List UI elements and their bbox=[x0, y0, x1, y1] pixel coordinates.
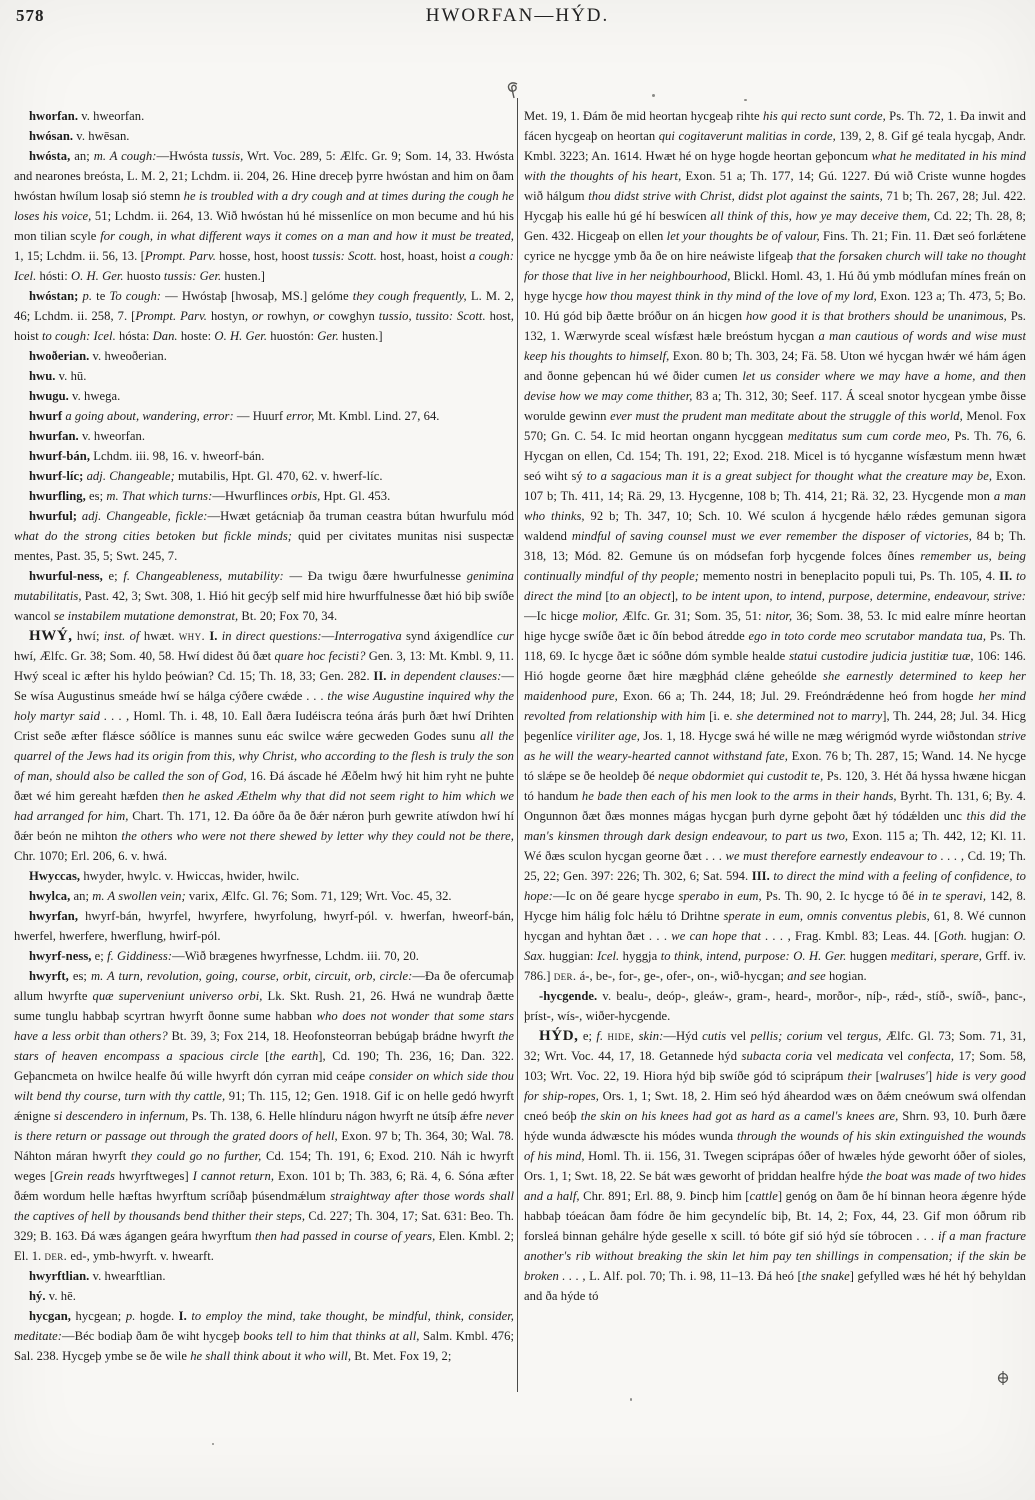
dictionary-entry: Hwyccas, hwyder, hwylc. v. Hwiccas, hwider, hwilc. bbox=[29, 869, 300, 883]
dictionary-entry: hwyrftlian. v. hwearftlian. bbox=[29, 1269, 166, 1283]
ink-speck bbox=[744, 99, 747, 101]
dictionary-entry: hwylca, an; m. A swollen vein; varix, Ælfc. Gl. 76; Som. 71, 129; Wrt. Voc. 45, 32. bbox=[29, 889, 452, 903]
dictionary-entry: hycgan, hycgean; p. hogde. I. to employ the mind, take thought, be mindful, think, consider, meditate:—Béc bodiaþ ðam ðe wiht hycgeþ books tell to him that thinks at all, Salm. Kmbl. 476; Sal. 238. Hycgeþ ymbe se ðe wile he shall think about it who will, Bt. Met. Fox 19, 2; bbox=[14, 1309, 514, 1363]
dictionary-entry: hwurful; adj. Changeable, fickle:—Hwæt getácniaþ ða truman ceastra bútan hwurfulu mód what do the strong cities betoken but fickle minds; quid per civitates munitas nisi suspectæ mentes, Past. 35, 5; Swt. 245, 7. bbox=[14, 509, 514, 563]
dictionary-entry: hwugu. v. hwega. bbox=[29, 389, 121, 403]
dictionary-entry: hworfan. v. hweorfan. bbox=[29, 109, 145, 123]
dictionary-entry: hwyrf-ness, e; f. Giddiness:—Wið brægenes hwyrfnesse, Lchdm. iii. 70, 20. bbox=[29, 949, 420, 963]
dictionary-entry: hwyrft, es; m. A turn, revolution, going, course, orbit, circuit, orb, circle:—Ða ðe ofercumaþ allum hwyrfte quæ superveniunt universo orbi, Lk. Skt. Rush. 21, 26. Hwá ne wundraþ ðætte sume tunglu habbaþ scyrtran hwyrft ðonne sume habban who does not wonder that some stars have a less orbit than others? Bt. 39, 3; Fox 214, 18. Heofonsteorran bebúgaþ brádne hwyrft the stars of heaven encompass a spacious circle [the earth], Cd. 190; Th. 236, 16; Dan. 322. Geþancmeta on hwilce healfe ðú wille hwyrft dón cyrran mid ceápe consider on which side thou wilt bend thy course, turn with thy cattle, 91; Th. 115, 12; Gen. 1918. Gif ic on helle gedó hwyrft ǽnigne si descendero in infernum, Ps. Th. 138, 6. Helle hlínduru nágon hwyrft ne útsíþ ǽfre never is there return or passage out through the grated doors of hell, Exon. 97 b; Th. 364, 30; Wal. 78. Náhton máran hwyrft they could go no further, Cd. 154; Th. 191, 6; Exod. 210. Náh ic hwyrft weges [Grein reads hwyrftweges] I cannot return, Exon. 101 b; Th. 383, 6; Rä. 4, 6. Sóna æfter ðǽm wordum helle hæftas hwyrftum scríðaþ þúsendmǽlum straightway after those words shall the captives of hell by thousands bend thither their steps, Cd. 227; Th. 304, 17; Sat. 631: Beo. Th. 329; B. 163. Ðá wæs ágangen geára hwyrftum then had passed in course of years, Elen. Kmbl. 2; El. 1. der. ed-, ymb-hwyrft. v. hwearft. bbox=[14, 969, 514, 1263]
dictionary-entry: HÝD, e; f. hide, skin:—Hýd cutis vel pellis; corium vel tergus, Ælfc. Gl. 73; Som. 71, 31, 32; Wrt. Voc. 44, 17, 18. Getannede hýd subacta coria vel medicata vel confecta, 17; Som. 58, 103; Wrt. Voc. 22, 19. Hiora hýd biþ swíðe gód tó sciprápum their [walruses'] hide is very good for ship-ropes, Ors. 1, 1; Swt. 18, 2. Him seó hýd áheardod wæs on ðǽm cneówum swá olfendan cneó beóþ the skin on his knees had got as hard as a camel's knees are, Shrn. 93, 10. Þurh ðære hýde wunda ádwæscte his módes wunda through the wounds of his skin extinguished the wounds of his mind, Homl. Th. ii. 156, 31. Twegen sciprápas óðer of hwæles hýde geworht óðer of sioles, Ors. 1, 1; Swt. 18, 22. Se bát wæs geworht of þriddan healfre hýde the boat was made of two hides and a half, Chr. 891; Erl. 88, 9. Þincþ him [cattle] genóg on ðam ðe hí binnan heora ǽgenre hýde habbaþ tóeácan ðam fódre ðe him gecyndelíc biþ, Bt. 14, 2; Fox, 44, 23. Gif mon óðrum rib forsleá binnan gehálre hýde geselle x scill. tó bóte gif sió hýd síe tóbrocen . . . if a man fracture another's rib without breaking the skin let him pay ten shillings in compensation; if the skin be broken . . . , L. Alf. pol. 70; Th. i. 98, 11–13. Ðá heó [the snake] gefylled wæs hé hét hý behyldan and ða hýde tó bbox=[524, 1028, 1026, 1303]
dictionary-entry: hwurf a going about, wandering, error: — Huurf error, Mt. Kmbl. Lind. 27, 64. bbox=[29, 409, 440, 423]
dictionary-entry: hwósta, an; m. A cough:—Hwósta tussis, Wrt. Voc. 289, 5: Ælfc. Gr. 9; Som. 14, 33. Hwósta and nearones breósta, L. M. 2, 21; Lchdm. ii. 204, 26. Hine dreceþ þyrre hwóstan and him on ðam hwóstan hwílum losaþ sió stemn he is troubled with a dry cough and at times during the cough he loses his voice, 51; Lchdm. ii. 264, 13. Wið hwóstan hú hé missenlíce on mon becume and hú his mon tilian scyle for cough, in what different ways it comes on a man and how it must be treated, 1, 15; Lchdm. ii. 56, 13. [Prompt. Parv. hosse, host, hoost tussis: Scott. host, hoast, hoist a cough: Icel. hósti: O. H. Ger. huosto tussis: Ger. husten.] bbox=[14, 149, 514, 283]
dictionary-entry: hwurful-ness, e; f. Changeableness, mutability: — Ða twigu ðære hwurfulnesse genimina mutabilitatis, Past. 42, 3; Swt. 308, 1. Hió hit gecýþ self mid hire hwurffulnesse ðæt hió biþ swíðe wancol se instabilem mutatione demonstrat, Bt. 20; Fox 70, 34. bbox=[14, 569, 514, 623]
dictionary-entry: hý. v. hē. bbox=[29, 1289, 76, 1303]
dictionary-entry: hwyrfan, hwyrf-bán, hwyrfel, hwyrfere, hwyrfolung, hwyrf-pól. v. hwerfan, hweorf-bán, hwerfel, hwerfere, hwerflung, hwirf-pól. bbox=[14, 909, 514, 943]
dictionary-entry: Met. 19, 1. Ðám ðe mid heortan hycgeaþ rihte his qui recto sunt corde, Ps. Th. 72, 1. Ða inwit and fácen hycgeaþ on heortan qui cogitaverunt malitias in corde, 139, 2, 8. Gif gé teala hycgaþ, Andr. Kmbl. 3223; An. 1614. Hwæt hé on hyge hogde heortan geþoncum what he meditated in his mind with the thoughts of his heart, Exon. 51 a; Th. 177, 14; Gú. 1227. Ðú wið Criste wunne hogdes wið hálgum thou didst strive with Christ, didst plot against the saints, 71 b; Th. 267, 28; Jul. 422. Hycgaþ his ealle hú gé hí beswícen all think of this, how ye may deceive them, Cd. 22; Th. 28, 8; Gen. 432. Hicgeaþ on ellen let your thoughts be of valour, Fins. Th. 21; Fin. 11. Ðæt seó forlǽtene cyrice ne hycgge ymb ða ðe on hire neáwiste lifgeaþ that the forsaken church will take no thought for those that live in her neighbourhood, Blickl. Homl. 43, 1. Hú ðú ymb módlufan mínes freán on hyge hycge how thou mayest think in thy mind of the love of my lord, Exon. 123 a; Th. 473, 5; Bo. 10. Hú gód biþ ðætte bróður on án hicgen how good it is that brothers should be unanimous, Ps. 132, 1. Wærwyrde sceal wísfæst hæle breóstum hycgan a man cautious of words and wise must keep his thoughts to himself, Exon. 80 b; Th. 303, 24; Fä. 58. Uton wé hycgan hwǽr wé hám ágen and ðonne geþencan hú wé ðider cumen let us consider where we may have a home, and then devise how we may come thither, 83 a; Th. 312, 30; Seef. 117. Á sceal snotor hycgean ymbe ðisse worulde gewinn ever must the prudent man meditate about the struggle of this world, Menol. Fox 570; Gn. C. 54. Ic mid heortan ongann hycggean meditatus sum cum corde meo, Ps. Th. 76, 6. Hycgan on ellen, Cd. 154; Th. 191, 22; Exod. 218. Micel is tó hycganne wísfæstum menn hwæt seó wiht sý to a sagacious man it is a great subject for thought what the creature may be, Exon. 107 b; Th. 411, 14; Rä. 29, 13. Hycgenne, 108 b; Th. 414, 21; Rä. 32, 23. Hycgende mon a man who thinks, 92 b; Th. 347, 10; Sch. 10. Wé sculon á hycgende hǽlo rǽdes gemunan sigora waldend mindful of saving counsel must we ever remember the disposer of victories, 84 b; Th. 318, 13; Mód. 82. Gemune ús on módsefan forþ hycgende folces ðínes remember us, being continually mindful of thy people; memento nostri in beneplacito populi tui, Ps. Th. 105, 4. II. to direct the mind [to an object], to be intent upon, to intend, purpose, determine, endeavour, strive:—Ic hicge molior, Ælfc. Gr. 31; Som. 35, 51: nitor, 36; Som. 38, 53. Ic mid ealre mínre heortan hige hycge swíðe ðæt ic ðín bebod átredde ego in toto corde meo scrutabor mandata tua, Ps. Th. 118, 69. Ic hycge ðæt ic sóðne dóm symble healde statui custodire judicia justitiæ tuæ, 106: 146. Hió hogde georne ðæt hire mægþhád clǽne geheólde she earnestly determined to keep her maidenhood pure, Exon. 66 a; Th. 244, 18; Jul. 29. Freóndrǽdenne heó from hogde her mind revolted from relationship with him [i. e. she determined not to marry], Th. 244, 28; Jul. 34. Hicg þegenlíce viriliter age, Jos. 1, 18. Hycge swá hé wille ne mæg wérigmód wyrde wiðstondan strive as he will the weary-hearted cannot withstand fate, Exon. 76 b; Th. 287, 15; Wand. 14. Ne hycge tó slǽpe se ðe heoldeþ ðé neque obdormiet qui custodit te, Ps. 120, 3. Hét ðá hyssa hwæne hicgan tó handum he bade then each of his men look to the arms in their hands, Byrht. Th. 131, 6; By. 4. Ongunnon ðæt ðæs monnes mágas hycgan þurh dyrne geþoht ðæt hý tódǽlden unc this did the man's kinsmen through dark design endeavour, to part us two, Exon. 115 a; Th. 442, 12; Kl. 11. Wé ðæs sculon hycgan georne ðæt . . . we must therefore earnestly endeavour to . . . , Cd. 19; Th. 25, 22; Gen. 397: 226; Th. 302, 6; Sat. 594. III. to direct the mind with a feeling of confidence, to hope:—Ic on ðé geare hycge sperabo in eum, Ps. Th. 90, 2. Ic hycge tó ðé in te speravi, 142, 8. Hycge him hálig folc hǽlu tó Drihtne sperate in eum, omnis conventus plebis, 61, 8. Wé cunnon hycgan and hyhtan ðæt . . . we can hope that . . . , Frag. Kmbl. 83; Leas. 44. [Goth. hugjan: O. Sax. huggian: Icel. hyggja to think, intend, purpose: O. H. Ger. huggen meditari, sperare, Grff. iv. 786.] der. á-, be-, for-, ge-, ofer-, on-, wið-hycgan; and see hogian. bbox=[524, 109, 1026, 983]
dictionary-entry: hwóstan; p. te To cough: — Hwóstaþ [hwosaþ, MS.] gelóme they cough frequently, L. M. 2, 46; Lchdm. ii. 258, 7. [Prompt. Parv. hostyn, or rowhyn, or cowghyn tussio, tussito: Scott. host, hoist to cough: Icel. hósta: Dan. hoste: O. H. Ger. huostón: Ger. husten.] bbox=[14, 289, 514, 343]
dictionary-entry: hwurf-líc; adj. Changeable; mutabilis, Hpt. Gl. 470, 62. v. hwerf-líc. bbox=[29, 469, 383, 483]
ink-mark-top bbox=[505, 80, 521, 100]
page-title: HWORFAN—HÝD. bbox=[425, 5, 610, 26]
column-divider-rule bbox=[517, 98, 518, 1392]
page-number: 578 bbox=[16, 6, 45, 25]
dictionary-entry: hwósan. v. hwēsan. bbox=[29, 129, 130, 143]
dictionary-entry: hwurf-bán, Lchdm. iii. 98, 16. v. hweorf-bán. bbox=[29, 449, 265, 463]
dictionary-entry: HWÝ, hwí; inst. of hwæt. why. I. in direct questions:—Interrogativa synd áxigendlíce cur hwí, Ælfc. Gr. 38; Som. 40, 58. Hwí didest ðú ðæt quare hoc fecisti? Gen. 3, 13: Mt. Kmbl. 9, 11. Hwý sceal ic æfter his hyldo þeówian? Cd. 15; Th. 18, 33; Gen. 282. II. in dependent clauses:—Se wísa Augustinus smeáde hwí se hálga cýðere cwǽde . . . the wise Augustine inquired why the holy martyr said . . . , Homl. Th. i. 48, 10. Eall ðæra Iudéiscra teóna árás þurh ðæt hwí Drihten Crist seðe æfter flǽsce sóðlíce is mannes sunu eác swilce wǽre gecweden Godes sunu all the quarrel of the Jews had its origin from this, why Christ, who according to the flesh is truly the son of man, should also be called the son of God, 16. Ðá áscade hé Æðelm hwý hit him ryht ne þuhte ðæt wé him gereaht hæfden then he asked Æthelm why that did not seem right to him which we had arranged for him, Chart. Th. 171, 12. Ða óðre ða ðe ðǽr nǽron þurh gewrite atíwdon hwí hí ðǽr beón ne mihton the others who were not there shewed by letter why they could not be there, Chr. 1070; Erl. 206, 6. v. hwá. bbox=[14, 628, 514, 863]
ink-speck bbox=[652, 94, 655, 97]
dictionary-entry: -hycgende. v. bealu-, deóp-, gleáw-, gram-, heard-, morðor-, níþ-, rǽd-, stíð-, swíð-, þanc-, þríst-, wís-, wiðer-hycgende. bbox=[524, 989, 1026, 1023]
dictionary-entry: hwoðerian. v. hweoðerian. bbox=[29, 349, 167, 363]
dictionary-entry: hwurfan. v. hweorfan. bbox=[29, 429, 146, 443]
dictionary-entry: hwurfling, es; m. That which turns:—Hwurflinces orbis, Hpt. Gl. 453. bbox=[29, 489, 391, 503]
ink-speck bbox=[212, 1443, 214, 1445]
dictionary-entry: hwu. v. hū. bbox=[29, 369, 87, 383]
column-left bbox=[14, 106, 514, 1368]
column-right bbox=[524, 106, 1026, 1498]
